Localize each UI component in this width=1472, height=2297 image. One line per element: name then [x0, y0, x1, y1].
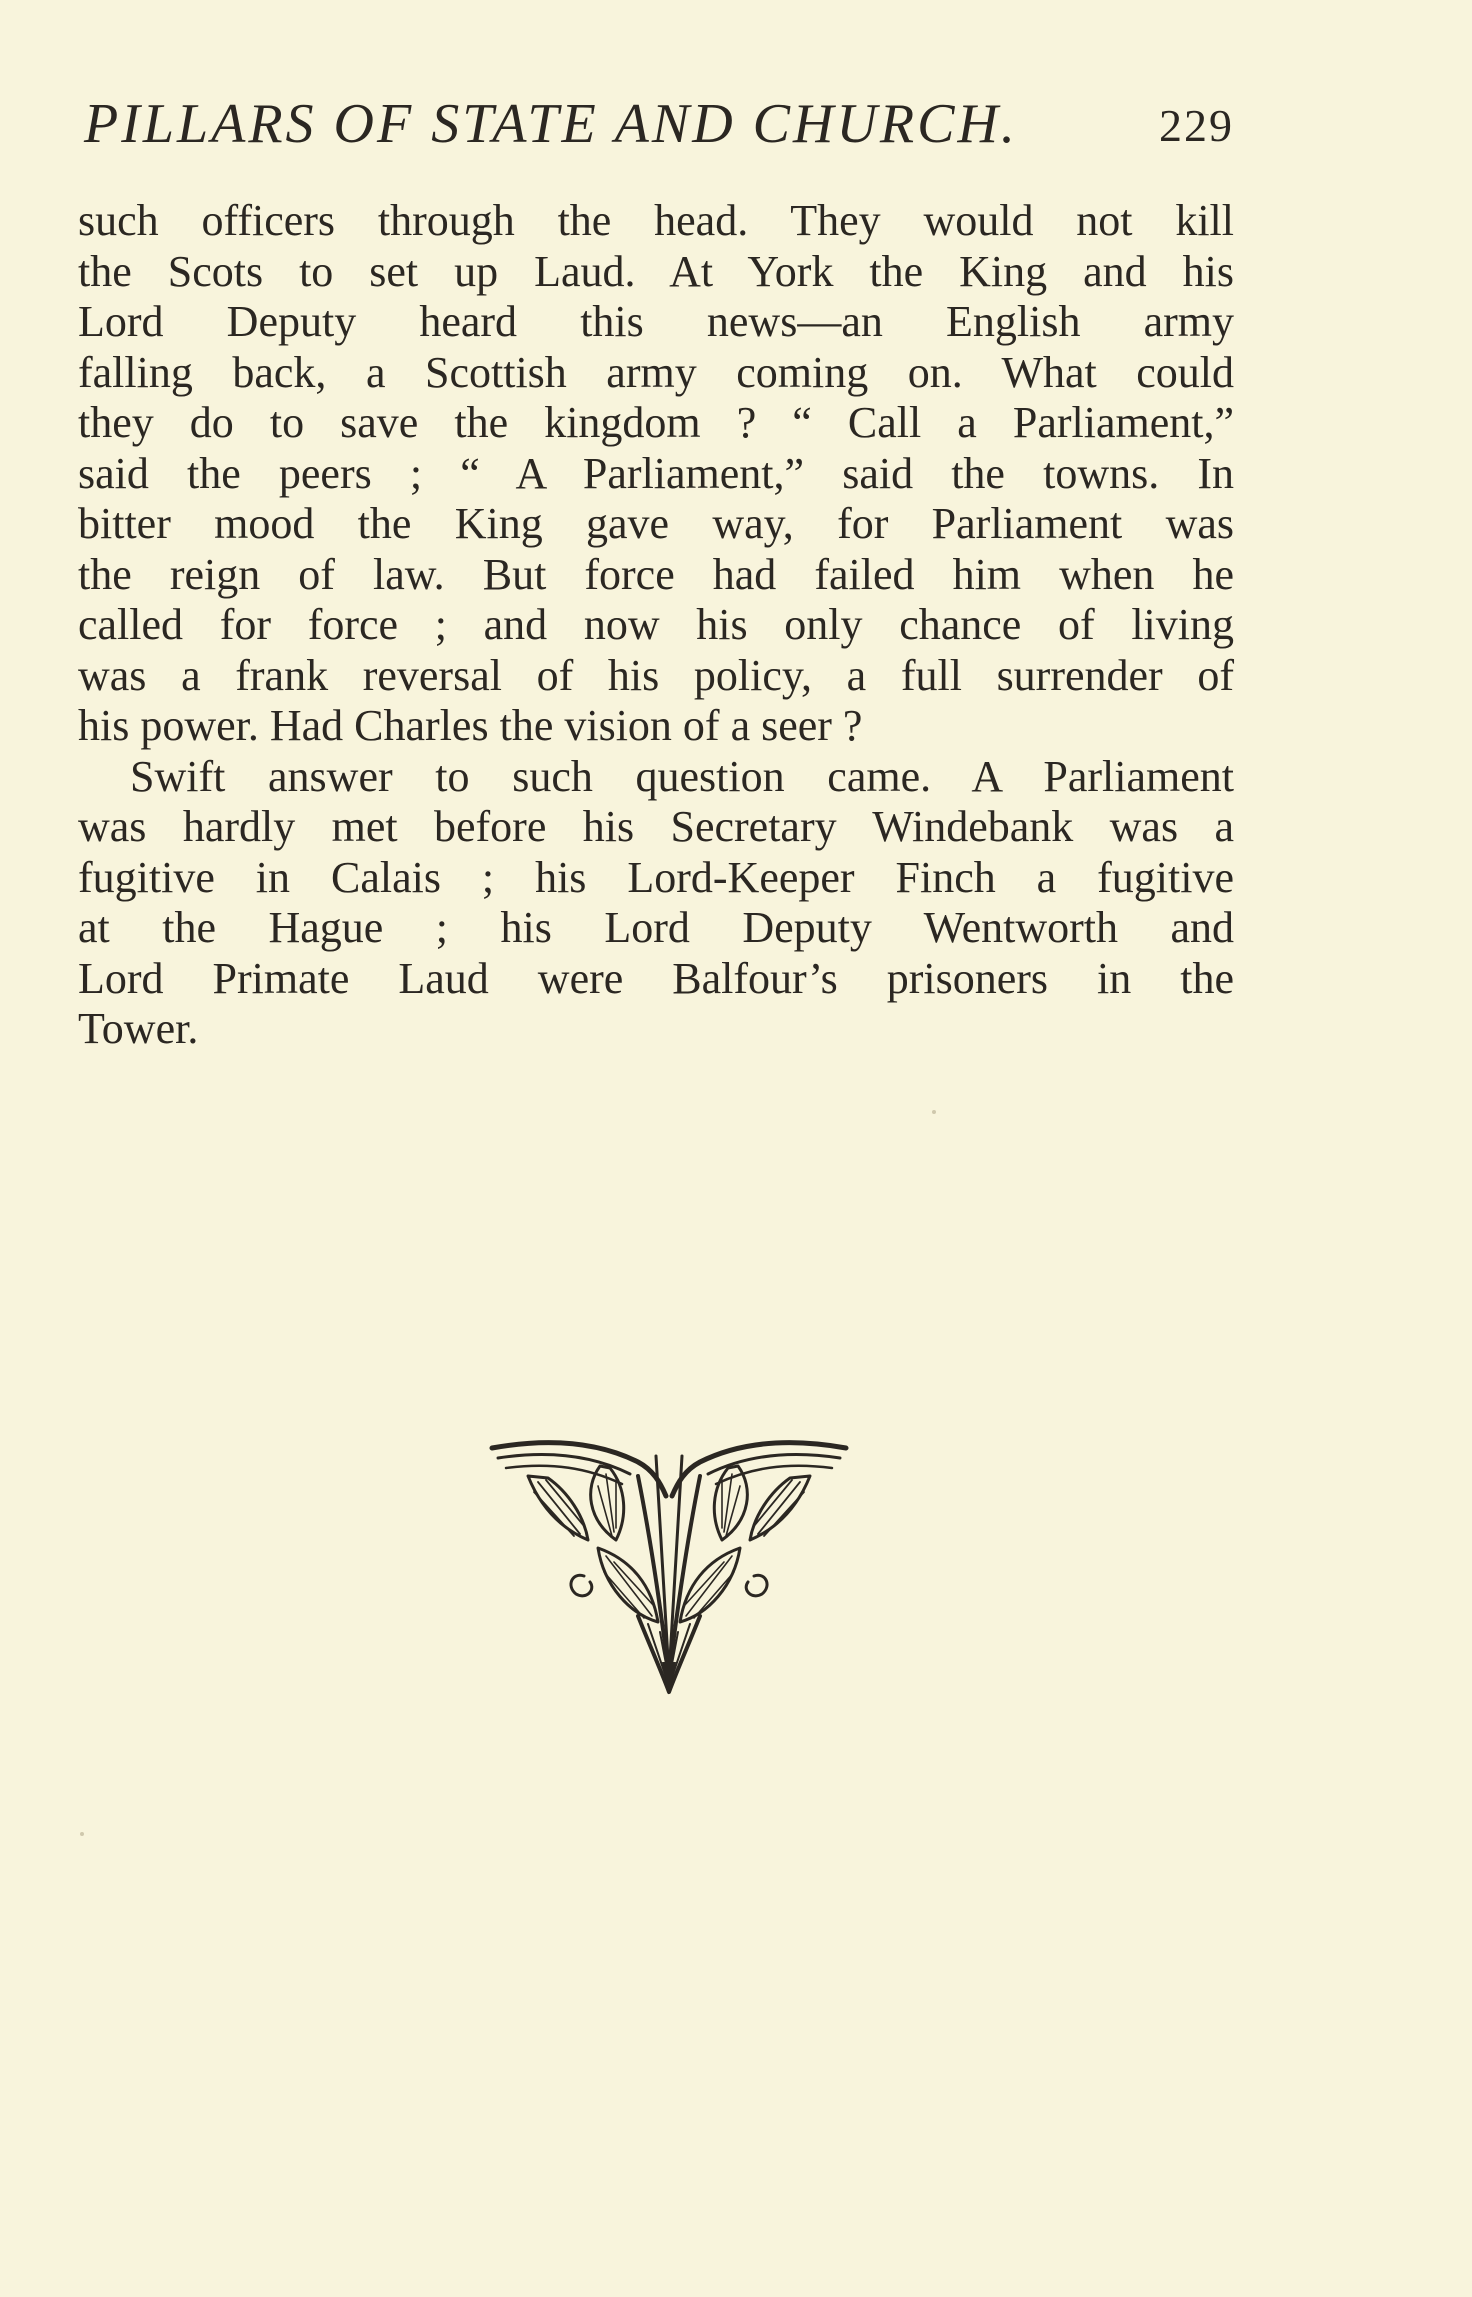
- body-text: [78, 196, 1234, 1055]
- text-line: they do to save the kingdom ? “ Call a Parliament,”: [78, 398, 1234, 447]
- text-line: was hardly met before his Secretary Windebank was a: [78, 802, 1234, 851]
- text-line: at the Hague ; his Lord Deputy Wentworth and: [78, 903, 1234, 952]
- text-line: the Scots to set up Laud. At York the King and his: [78, 246, 1234, 296]
- paper-speck: [932, 1110, 936, 1114]
- text-line: the reign of law. But force had failed him when he: [78, 549, 1234, 599]
- running-header: [84, 88, 1234, 160]
- running-title: PILLARS OF STATE AND CHURCH.: [84, 93, 1018, 155]
- text-line: fugitive in Calais ; his Lord-Keeper Finch a fugitive: [78, 852, 1234, 902]
- text-line: called for force ; and now his only chance of living: [78, 600, 1234, 649]
- text-line: bitter mood the King gave way, for Parliament was: [78, 499, 1234, 548]
- page-number: 229: [1159, 100, 1234, 151]
- text-line: Lord Primate Laud were Balfour’s prisoners in the: [78, 953, 1234, 1003]
- text-line: Lord Deputy heard this news—an English army: [78, 297, 1234, 346]
- text-line: such officers through the head. They would not kill: [78, 196, 1234, 245]
- paragraph-first-line: Swift answer to such question came. A Parliament: [130, 751, 1234, 801]
- paper-speck: [80, 1832, 84, 1836]
- text-line: falling back, a Scottish army coming on. What could: [78, 347, 1234, 397]
- text-line: said the peers ; “ A Parliament,” said the towns. In: [78, 448, 1234, 498]
- text-line: Tower.: [78, 1004, 199, 1053]
- floral-tailpiece-icon: [488, 1436, 850, 1698]
- text-line: was a frank reversal of his policy, a full surrender of: [78, 650, 1234, 700]
- text-line: his power. Had Charles the vision of a seer ?: [78, 701, 863, 750]
